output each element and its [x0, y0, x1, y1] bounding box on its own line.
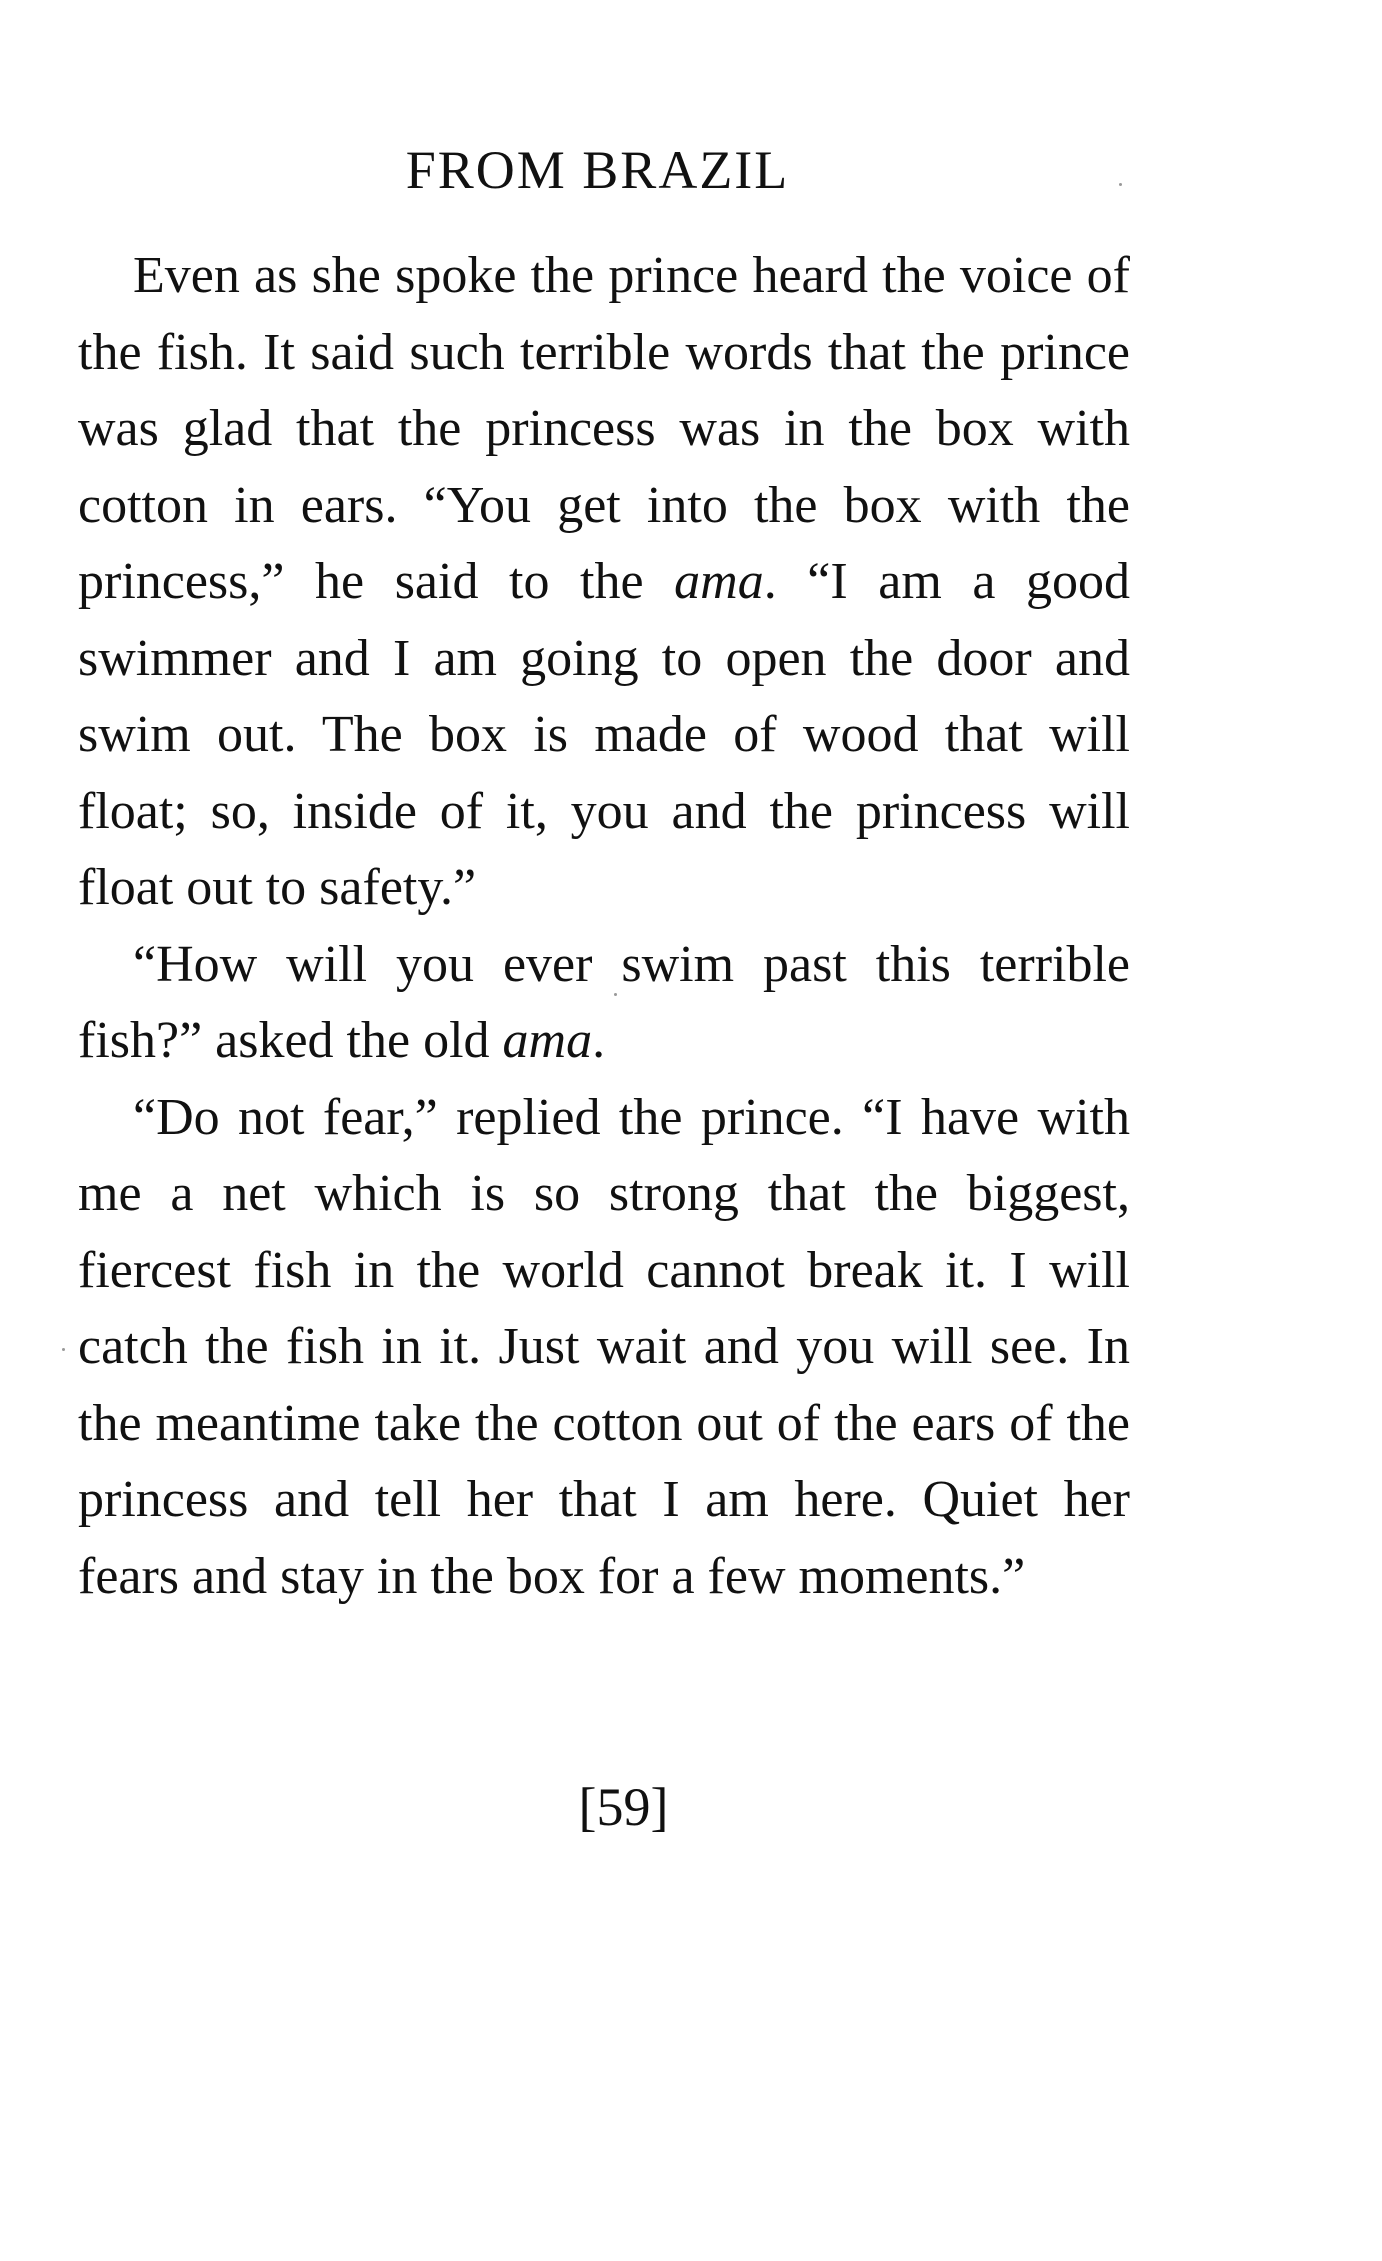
body-text — [78, 238, 1130, 1615]
paragraph-3 — [78, 1080, 1130, 1616]
paragraph-1 — [78, 238, 1130, 927]
paragraph-2-italic-term: ama — [502, 1012, 593, 1069]
paragraph-3-text: “Do not fear,” replied the prince. “I have with me a net which is so strong that the biggest, fiercest fish in the world cannot break it. I will catch the fish in it. Just wait and you will see. In the meantime take the cotton out of the ears of the princess and tell her that I am here. Quiet her fears and stay in the box for a few moments.” — [78, 1088, 1130, 1605]
paragraph-1-italic-term: ama — [674, 553, 764, 610]
paper-speck — [1119, 183, 1122, 186]
running-title: FROM BRAZIL — [405, 140, 790, 200]
paragraph-2-text-a: “How will you ever swim past this terrible fish?” asked the old — [78, 935, 1130, 1069]
paragraph-2-text-b: . — [592, 1012, 606, 1069]
page-number: [59] — [578, 1777, 669, 1837]
paragraph-1-text-a: Even as she spoke the prince heard the voice of the fish. It said such terrible words that the prince was glad that the princess was in the box with cotton in ears. “You get into the box with the princess,” he said to the — [78, 247, 1130, 610]
paper-speck — [614, 993, 617, 996]
paragraph-2 — [78, 927, 1130, 1080]
paragraph-1-text-b: . “I am a good swimmer and I am going to open the door and swim out. The box is made of wood that will float; so, inside of it, you and the princess will float out to safety.” — [78, 553, 1131, 916]
paper-speck — [62, 1348, 65, 1351]
